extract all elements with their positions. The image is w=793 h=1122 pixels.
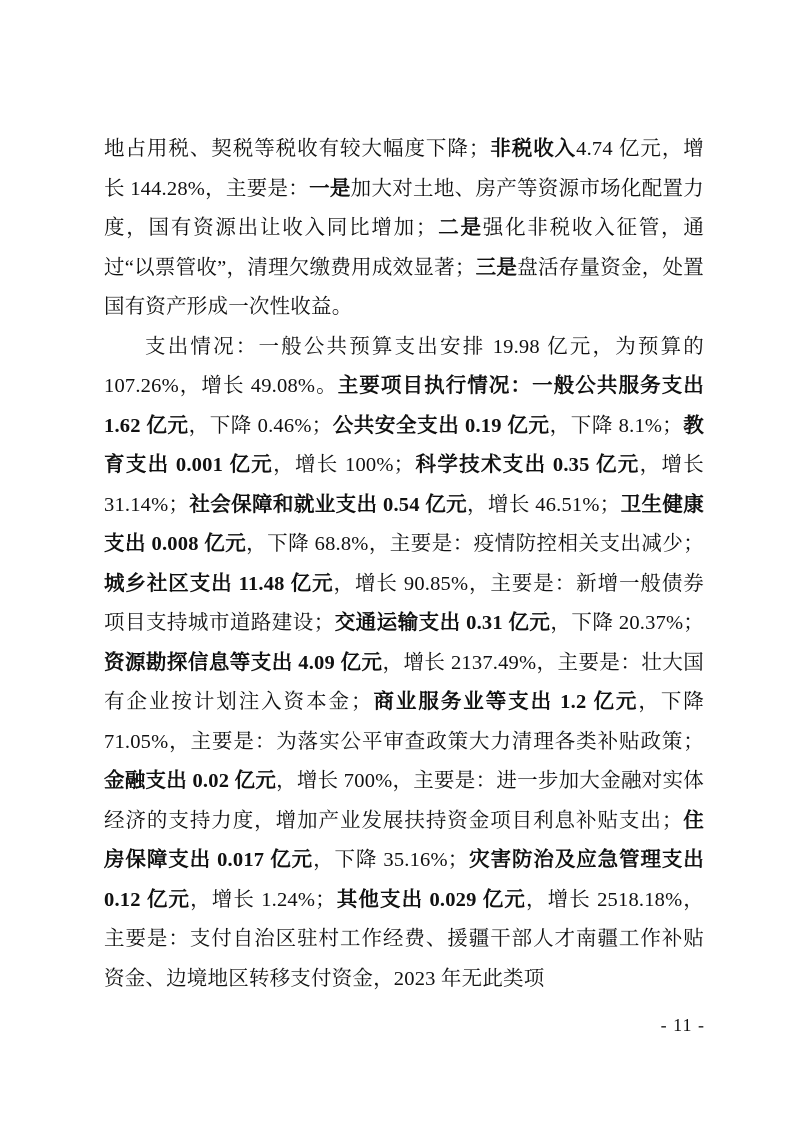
text-run: ，增长 46.51%； [467,493,621,516]
text-run: ，下降 71.05%，主要是：为落实公平审查政策大力清理各类补贴政策； [104,691,704,753]
text-run: ，增长 90.85%，主要是：新增一般债券项目支持城市道路建设； [104,572,704,634]
text-run: 主要项目执行情况：一般公共服务支出 1.62 亿元 [104,375,704,437]
text-run: 住房保障支出 0.017 亿元 [104,809,705,871]
text-run: ，增长 700%，主要是：进一步加大金融对实体经济的支持力度，增加产业发展扶持资金项目利息补贴支出； [104,770,704,832]
text-run: 地占用税、契税等税收有较大幅度下降； [104,138,490,160]
text-run: 支出情况： [145,335,259,358]
text-run: 城乡社区支出 11.48 亿元 [104,572,334,595]
paragraph-expenditure [104,328,704,1000]
text-run: ，下降 0.46%； [188,414,333,437]
text-run: 盘活存量资金，处置国有资产形成一次性收益。 [104,256,704,318]
text-run: 非税收入 [489,138,577,160]
text-run: ，增长 2137.49%，主要是：壮大国有企业按计划注入资本金； [104,651,704,713]
text-run: 公共安全支出 0.19 亿元 [332,414,550,437]
document-body [104,130,704,999]
text-run: ，下降 35.16%； [313,849,469,871]
text-run: ，增长 2518.18%，主要是：支付自治区驻村工作经费、援疆干部人才南疆工作补贴资金、边境地区转移支付资金，2023 年无此类项 [104,888,705,990]
text-run: 资源勘探信息等支出 4.09 亿元 [104,651,383,674]
text-run: ，增长 1.24%； [190,888,336,911]
text-run: 金融支出 0.02 亿元 [104,770,277,792]
page-number: - 11 - [660,1015,705,1035]
text-run: 其他支出 0.029 亿元 [335,888,527,911]
text-run: 加大对土地、房产等资源市场化配置力度，国有资源出让收入同比增加； [104,177,704,239]
text-run: 一般公共预算支出安排 19.98 亿元，为预算的 107.26%，增长 49.08%。 [104,335,704,397]
text-run: 交通运输支出 0.31 亿元 [334,612,551,634]
text-run: 卫生健康支出 0.008 亿元 [104,493,704,555]
text-run: ，增长 31.14%； [104,454,704,516]
text-run: 三是 [475,256,518,279]
text-run: ，下降 8.1%； [549,414,683,437]
text-run: 一是 [309,177,351,200]
text-run: ，下降 20.37%； [550,612,704,634]
text-run: 灾害防治及应急管理支出 0.12 亿元 [104,849,704,911]
text-run: 商业服务业等支出 1.2 亿元 [371,691,639,713]
paragraph-revenue-nontax [104,130,704,328]
text-run: 科学技术支出 0.35 亿元 [414,454,640,476]
text-run: 教育支出 0.001 亿元 [104,414,704,476]
text-run: ，增长 100%； [273,454,415,476]
text-run: 4.74 亿元，增长 144.28%，主要是： [104,138,704,200]
text-run: 二是 [436,217,483,239]
text-run: ，下降 68.8%，主要是：疫情防控相关支出减少； [246,533,704,555]
text-run: 社会保障和就业支出 0.54 亿元 [189,493,468,516]
text-run: 强化非税收入征管，通过“以票管收”，清理欠缴费用成效显著； [104,217,705,279]
